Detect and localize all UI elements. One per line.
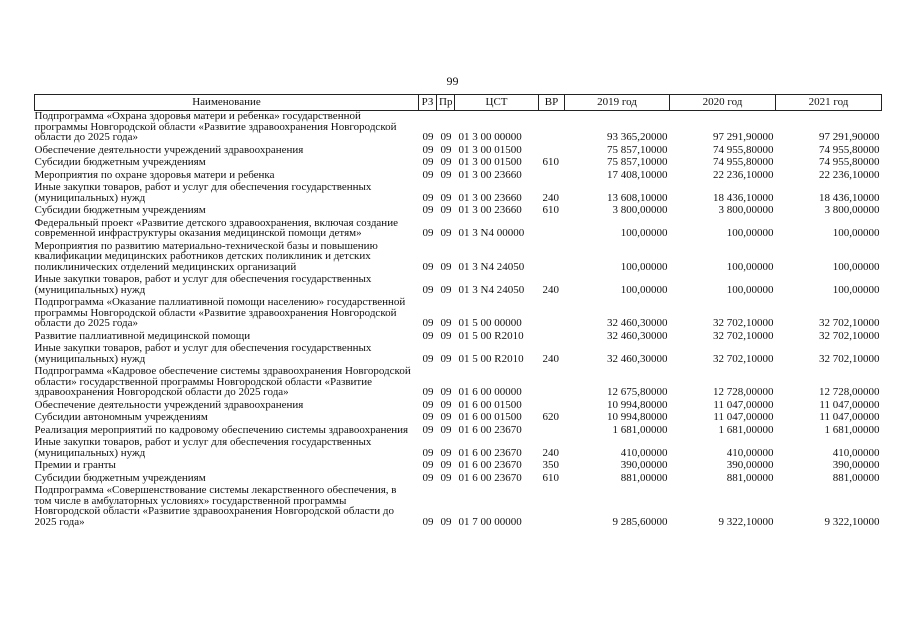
cell-pr: 09 [440,283,452,296]
cell-name: Иные закупки товаров, работ и услуг для обеспечения государственных (муниципальных) нужд [34,342,372,365]
cell-name: Подпрограмма «Кадровое обеспечение системы здравоохранения Новгородской области» государственной программы Новгородской области «Развитие здравоохранения Новгородской области до 2025 года» [34,365,411,398]
cell-cst: 01 3 00 01500 [458,143,522,156]
cell-y2021: 881,00000 [832,471,880,484]
cell-name: Иные закупки товаров, работ и услуг для обеспечения государственных (муниципальных) нужд [34,181,372,204]
cell-y2020: 100,00000 [726,227,774,239]
cell-rz: 09 [422,260,434,273]
cell-pr: 09 [440,352,452,365]
cell-name: Иные закупки товаров, работ и услуг для обеспечения государственных (муниципальных) нужд [34,436,372,459]
cell-rz: 09 [422,227,434,239]
cell-y2019: 390,00000 [620,459,668,471]
table-row [35,458,882,471]
cell-y2019: 10 994,80000 [607,398,668,411]
cell-pr: 09 [440,398,452,411]
table-row [35,239,882,273]
cell-vr [539,423,565,436]
page-number: 99 [446,74,459,88]
cell-y2020: 32 702,10000 [713,317,774,329]
cell-rz: 09 [422,317,434,329]
cell-pr: 09 [440,329,452,342]
cell-y2020: 74 955,80000 [713,156,774,168]
cell-y2021: 11 047,00000 [819,398,880,411]
table-body [35,111,882,528]
cell-cst: 01 6 00 00000 [458,386,522,398]
cell-cst: 01 6 00 01500 [458,398,522,411]
table-row [35,364,882,398]
cell-name: Мероприятия по охране здоровья матери и ребенка [34,168,275,181]
cell-name: Федеральный проект «Развитие детского здравоохранения, включая создание современной инфраструктуры оказания медицинской помощи детям» [34,216,398,239]
table-row [35,203,882,216]
header-2020: 2020 год [670,95,776,111]
cell-cst: 01 3 00 01500 [458,156,522,168]
cell-rz: 09 [422,459,434,471]
cell-y2019: 100,00000 [620,260,668,273]
cell-pr: 09 [440,168,452,181]
cell-cst: 01 3 N4 24050 [458,260,525,273]
cell-vr: 240 [542,446,559,459]
budget-table [34,94,882,527]
cell-name: Обеспечение деятельности учреждений здравоохранения [34,398,304,411]
cell-rz: 09 [422,191,434,204]
cell-y2021: 11 047,00000 [819,411,880,423]
cell-rz: 09 [422,398,434,411]
header-2021: 2021 год [776,95,882,111]
cell-rz: 09 [422,204,434,216]
cell-vr [539,364,565,398]
cell-vr [539,143,565,156]
cell-pr: 09 [440,446,452,459]
cell-y2021: 18 436,10000 [819,191,880,204]
cell-cst: 01 6 00 23670 [458,471,522,484]
cell-cst: 01 6 00 23670 [458,423,522,436]
cell-y2019: 17 408,10000 [607,168,668,181]
cell-name: Субсидии автономным учреждениям [34,411,208,423]
table-row [35,423,882,436]
cell-pr: 09 [440,156,452,168]
cell-name: Обеспечение деятельности учреждений здравоохранения [34,143,304,156]
cell-cst: 01 6 00 01500 [458,411,522,423]
cell-vr: 240 [542,283,559,296]
cell-pr: 09 [440,423,452,436]
table-row [35,155,882,168]
cell-cst: 01 3 00 23660 [458,204,522,216]
cell-vr [539,111,565,143]
cell-cst: 01 5 00 R2010 [458,352,524,365]
cell-y2021: 22 236,10000 [819,168,880,181]
cell-cst: 01 6 00 23670 [458,446,522,459]
cell-y2019: 75 857,10000 [607,156,668,168]
cell-pr: 09 [440,411,452,423]
cell-pr: 09 [440,227,452,239]
cell-y2021: 32 702,10000 [819,317,880,329]
cell-pr: 09 [440,143,452,156]
cell-vr [539,483,565,527]
cell-rz: 09 [422,471,434,484]
cell-y2021: 12 728,00000 [819,386,880,398]
cell-rz: 09 [422,515,434,528]
cell-cst: 01 6 00 23670 [458,459,522,471]
cell-y2021: 100,00000 [832,260,880,273]
cell-y2020: 11 047,00000 [713,398,774,411]
cell-rz: 09 [422,446,434,459]
table-row [35,398,882,411]
cell-y2020: 881,00000 [726,471,774,484]
cell-vr [539,295,565,329]
cell-y2020: 11 047,00000 [713,411,774,423]
cell-y2019: 881,00000 [620,471,668,484]
cell-rz: 09 [422,423,434,436]
cell-y2021: 9 322,10000 [824,515,880,528]
cell-vr: 610 [542,471,559,484]
cell-cst: 01 5 00 00000 [458,317,522,329]
cell-y2019: 32 460,30000 [607,329,668,342]
header-cst: ЦСТ [455,95,539,111]
header-2019: 2019 год [565,95,670,111]
table-row [35,168,882,181]
cell-y2019: 12 675,80000 [607,386,668,398]
cell-y2019: 3 800,00000 [612,204,668,216]
table-row [35,483,882,527]
cell-cst: 01 5 00 R2010 [458,329,524,342]
cell-rz: 09 [422,411,434,423]
cell-y2020: 97 291,90000 [713,131,774,143]
cell-cst: 01 3 N4 24050 [458,283,525,296]
cell-y2019: 100,00000 [620,283,668,296]
cell-name: Подпрограмма «Охрана здоровья матери и ребенка» государственной программы Новгородской области «Развитие здравоохранения Новгородской области до 2025 года» [34,110,397,143]
table-row [35,216,882,239]
table-row [35,341,882,364]
cell-pr: 09 [440,459,452,471]
header-vr: ВР [539,95,565,111]
cell-name: Развитие паллиативной медицинской помощи [34,329,251,342]
cell-name: Субсидии бюджетным учреждениям [34,204,206,216]
cell-pr: 09 [440,515,452,528]
cell-y2019: 10 994,80000 [607,411,668,423]
cell-pr: 09 [440,204,452,216]
table-row [35,295,882,329]
cell-y2021: 74 955,80000 [819,143,880,156]
cell-pr: 09 [440,317,452,329]
cell-name: Субсидии бюджетным учреждениям [34,471,206,484]
cell-rz: 09 [422,168,434,181]
cell-cst: 01 3 00 00000 [458,131,522,143]
cell-rz: 09 [422,143,434,156]
cell-y2021: 74 955,80000 [819,156,880,168]
cell-rz: 09 [422,283,434,296]
cell-pr: 09 [440,191,452,204]
cell-y2020: 32 702,10000 [713,352,774,365]
cell-y2019: 93 365,20000 [607,131,668,143]
table-row [35,435,882,458]
cell-y2021: 32 702,10000 [819,352,880,365]
cell-y2019: 13 608,10000 [607,191,668,204]
cell-y2019: 100,00000 [620,227,668,239]
table-header-row [35,95,882,111]
cell-rz: 09 [422,386,434,398]
cell-y2021: 3 800,00000 [824,204,880,216]
cell-rz: 09 [422,352,434,365]
cell-vr: 240 [542,191,559,204]
cell-pr: 09 [440,471,452,484]
cell-vr [539,329,565,342]
cell-y2019: 75 857,10000 [607,143,668,156]
cell-vr [539,239,565,273]
cell-y2021: 32 702,10000 [819,329,880,342]
table-row [35,180,882,203]
cell-cst: 01 3 00 23660 [458,168,522,181]
table-row [35,471,882,484]
table-row [35,143,882,156]
cell-pr: 09 [440,386,452,398]
cell-vr [539,168,565,181]
cell-y2021: 100,00000 [832,283,880,296]
cell-y2020: 22 236,10000 [713,168,774,181]
cell-y2020: 100,00000 [726,283,774,296]
cell-vr: 620 [542,411,559,423]
cell-y2020: 32 702,10000 [713,329,774,342]
table-row [35,329,882,342]
cell-cst: 01 7 00 00000 [458,515,522,528]
cell-y2021: 97 291,90000 [819,131,880,143]
cell-y2019: 9 285,60000 [612,515,668,528]
cell-y2021: 1 681,00000 [824,423,880,436]
header-name: Наименование [35,95,419,111]
cell-y2019: 32 460,30000 [607,317,668,329]
table-row [35,410,882,423]
cell-y2020: 1 681,00000 [718,423,774,436]
cell-cst: 01 3 00 23660 [458,191,522,204]
cell-y2020: 410,00000 [726,446,774,459]
table-row [35,111,882,143]
cell-y2021: 100,00000 [832,227,880,239]
cell-name: Подпрограмма «Совершенствование системы лекарственного обеспечения, в том числе в амбулаторных условиях» государственной программы Новгородской области «Развитие здравоохранения Новгородской области до 2025 года» [34,484,397,528]
cell-pr: 09 [440,260,452,273]
cell-name: Реализация мероприятий по кадровому обеспечению системы здравоохранения [34,423,409,436]
cell-y2020: 3 800,00000 [718,204,774,216]
cell-vr: 240 [542,352,559,365]
table-row [35,272,882,295]
cell-cst: 01 3 N4 00000 [458,227,525,239]
cell-name: Подпрограмма «Оказание паллиативной помощи населению» государственной программы Новгородской области «Развитие здравоохранения Новгородской области до 2025 года» [34,296,406,329]
cell-vr: 350 [542,459,559,471]
cell-pr: 09 [440,131,452,143]
cell-y2020: 390,00000 [726,459,774,471]
cell-name: Иные закупки товаров, работ и услуг для обеспечения государственных (муниципальных) нужд [34,273,372,296]
cell-y2019: 410,00000 [620,446,668,459]
cell-vr [539,216,565,239]
header-pr: Пр [437,95,455,111]
cell-vr: 610 [542,204,559,216]
cell-y2020: 18 436,10000 [713,191,774,204]
cell-y2020: 100,00000 [726,260,774,273]
cell-y2019: 1 681,00000 [612,423,668,436]
cell-vr [539,398,565,411]
cell-rz: 09 [422,131,434,143]
header-rz: РЗ [419,95,437,111]
cell-name: Премии и гранты [34,459,116,471]
cell-y2019: 32 460,30000 [607,352,668,365]
cell-vr: 610 [542,156,559,168]
cell-name: Субсидии бюджетным учреждениям [34,156,206,168]
cell-y2021: 390,00000 [832,459,880,471]
cell-y2020: 74 955,80000 [713,143,774,156]
cell-y2020: 9 322,10000 [718,515,774,528]
cell-y2020: 12 728,00000 [713,386,774,398]
cell-y2021: 410,00000 [832,446,880,459]
cell-rz: 09 [422,329,434,342]
cell-rz: 09 [422,156,434,168]
cell-name: Мероприятия по развитию материально-технической базы и повышению квалификации медицинских работников детских поликлиник и детских поликлинических отделений медицинских организаций [34,239,378,273]
